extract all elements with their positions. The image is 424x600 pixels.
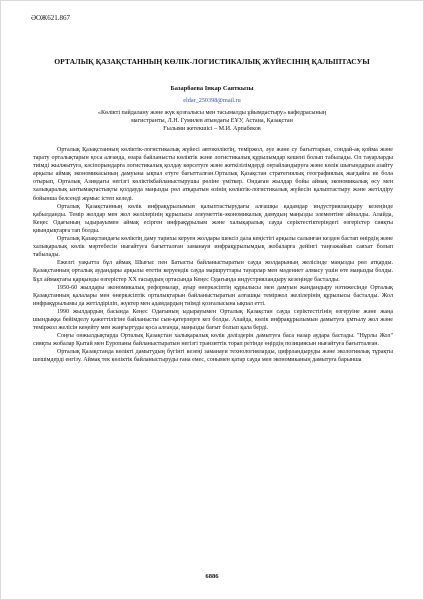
body-paragraph: Соңғы онжылдықтарда Орталық Қазақстан халықаралық көлік дәліздерін дамытуға баса назар аудара бастады. "Нұрлы Жол" сияқты жобалар Қытай мен Еуропаны байланыстыратын негізгі транзиттік торап ретінде өңірдің позициясын нығайтуға бағытталған. [33,333,393,348]
body-paragraph: Орталық Қазақстандағы көліктің даму тарихы керуен жолдары шексіз дала кеңістігі арқылы салынған кезден бастап өнірдің және халықаралық көлік мәртебесін нығайтуға бағытталған заманауи инфрақұрылымдық жобаларға дейінгі таңғажайып саяхат болып табылады. [33,236,393,259]
body-paragraph: 1990 жылдардың басында Кеңес Одағының ыдырауымен Орталық Қазақстан сауда серіктестігінің өзгеруіне және жаңа шындыққа бейімделу қажеттілігіне байланысты сын-қатерлерге кез болды. Алайда, көлік инфрақұрылымын дамытуға ұмтылу жол және теміржол желісін кеңейту мен жаңғыртуды қоса алғанда, маңызды бағыт болып қала берді. [33,308,393,332]
affiliation-line: магистранты, Л.Н. Гумилев атындағы ЕҰУ, Астана, Қазақстан [131,118,293,125]
supervisor-line: Ғылыми жетекшісі – М.И. Арпабеков [163,126,261,133]
udk-code: ӘОЖ621.867 [31,14,70,22]
body-paragraph: Орталық Қазақстанда көлікті дамытудың бүгінгі кезеңі заманауи технологияларды, цифрландыруды және экологиялық тұрақты шешімдерді енгізу. Аймақ тек көліктік байланыстыруды ғана емес, сонымен қатар сауда мен экономиканың дамытуға барынша [33,349,393,364]
body-paragraph: Ежелгі уақытта бұл аймақ Шығыс пен Батысты байланыстыратын сауда жолдарының желісінде маңызды рөл атқарды. Қазақстанның орталық аудандары арқылы өтетін керуендік сауда маршруттары тауарлар мен мәдениет алмасу үшін өте маңызды болды. Бұл аймақтағы қарқынды өзгерістер ХХ ғасырдың ортасында Кеңес Одағында индустрияландыру кезеңінде басталды. [33,260,393,283]
page-number: 6886 [205,573,219,580]
body-paragraph: Орталық Қазақстанның көлік инфрақұрылымын қалыптастырудағы алғашқы қадамдар индустрияландыру кезеңінде қабылданды. Темір жолдар мен жол желілерінің құрылысы әлеуметтік-экономикалық дамудың маңызды элементіне айналды. Алайда, Кеңес Одағының ыдырауымен аймақ есірген инфрақұрылым және халықаралық сауда серіктестіктеріндегі өзгерістер сияқты қиындықтарға тап болды. [33,203,393,234]
author-name: Базарбаева Інкар Саяткызы [170,85,254,92]
article-title: ОРТАЛЫҚ ҚАЗАҚСТАННЫҢ КӨЛІК-ЛОГИСТИКАЛЫҚ ЖҮЙЕСІНІҢ ҚАЛЫПТАСУЫ [54,57,370,66]
author-email: eldar_250398@mail.ru [183,97,241,104]
affiliation-block [63,109,361,134]
article-body [33,146,393,365]
body-paragraph: 1950-60 жылдары экономикалық реформалар, ауыр өнеркәсіптің құрылысы мен дамуын жандандыру нәтижесінде Орталық Қазақстанның қалалары мен өнеркәсіптік орталықтарын байланыстыратын алғашқы теміржол желілерінің құрылысы басталды. Жол инфрақұрылымы да жетілдіріліп, жүктер мен адамдардың тиімді қозғалысына ықпал етті. [33,284,393,307]
affiliation-line: «Көлікті пайдалану және жүк қозғалысы мен тасымалды ұйымдастыру» кафедрасының [97,110,327,116]
body-paragraph: Орталық Қазақстанның көліктік-логистикалық жүйесі автокөліктің, теміржол, әуе және су бағыттарын, сондай-ақ қойма және тарату орталықтарын қоса алғанда, өзара байланысты көліктік және логистикалық құрылымдар кешені болып табылады. Ол тауарларды тиімді жылжытуға, кәсіпорындарға логистикалық қолдау көрсетуге және жеткізілімдерді оңтайландыруға және көлік шығындарын азайту арқылы аймақ экономикасының дамуына ықпал етуге бағытталған.Орталық Қазақстан стратегиялық географиялық жағдайға ие бола отырып, Орталық Азиядағы негізгі көліктікбайланыстырушы рөліне үміткер. Ондаған жылдар бойы аймақ экономикалық өсу мен халықаралық ынтымақтастықты қолдауда маңызды рөл атқаратын өзінің көліктік-логистикалық жүйесін қалыптастыру және жетілдіру бойынша белсенді жұмыс істеп келеді. [33,147,393,202]
